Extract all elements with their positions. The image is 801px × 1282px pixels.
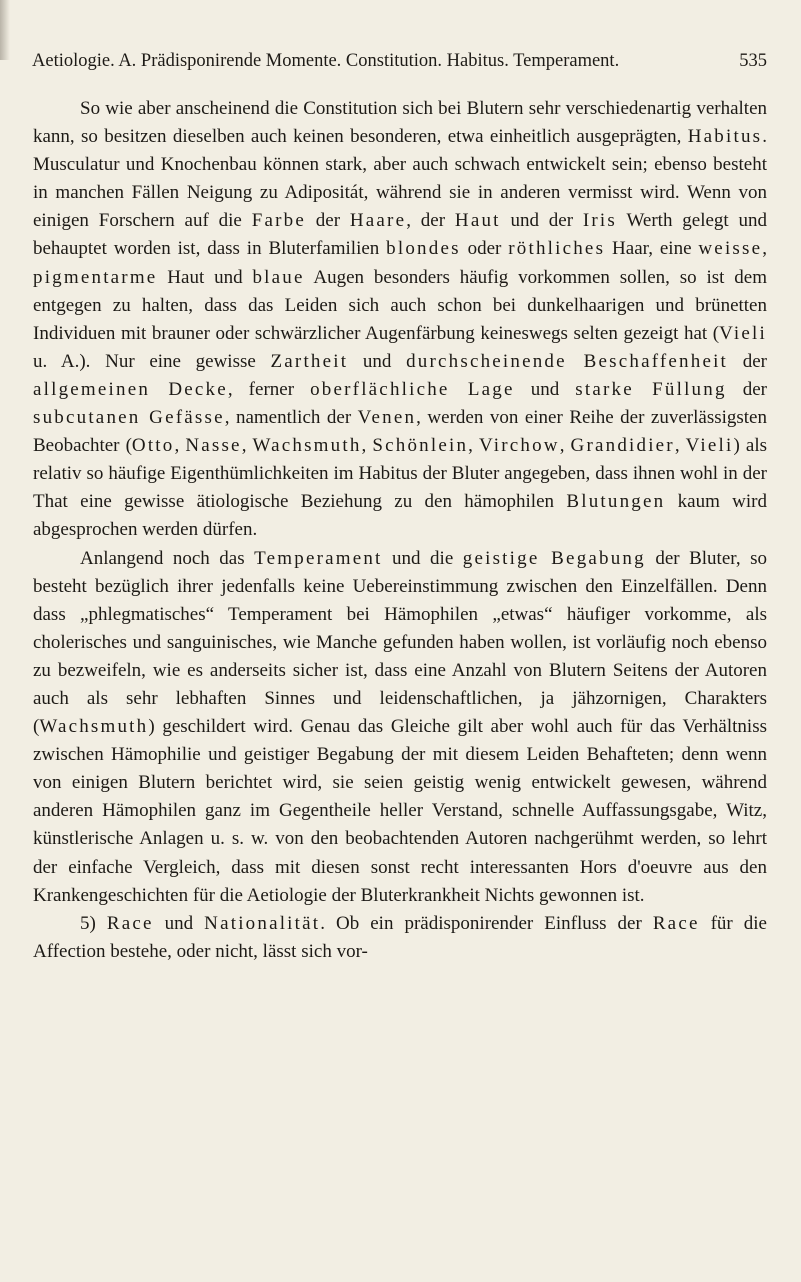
spaced-term: Temperament xyxy=(254,547,383,569)
text-run: , xyxy=(468,435,479,457)
text-run: 5) xyxy=(80,912,107,934)
text-run: Anlangend noch das xyxy=(80,547,255,569)
text-run: und xyxy=(153,912,205,934)
spaced-term: Virchow xyxy=(478,435,560,457)
spaced-term: Habitus xyxy=(687,126,763,148)
text-run: Augen besonders häufig vorkommen sollen, so ist dem entgegen zu halten, dass das Leiden sich auch schon bei dunkelhaarigen und brünetten Individuen mit brauner oder schwärzlicher Augenfärbung keineswegs selten gezeigt hat ( xyxy=(33,266,768,344)
spaced-term: Iris xyxy=(582,210,618,232)
text-run: , xyxy=(174,435,186,457)
paragraph-habitus xyxy=(33,95,767,545)
spaced-term: Otto xyxy=(131,435,175,457)
text-run: , xyxy=(241,435,253,457)
spaced-term: Farbe xyxy=(251,210,306,232)
spaced-term: Race xyxy=(652,912,700,934)
spaced-term: Haut xyxy=(454,210,501,232)
spaced-term: Race xyxy=(106,912,154,934)
spaced-term: Vieli xyxy=(719,322,767,344)
spaced-term: Nationalität xyxy=(204,912,321,934)
text-run: , xyxy=(762,238,767,260)
spaced-term: blaue xyxy=(252,266,305,288)
body-text xyxy=(33,95,767,966)
spaced-term: röthliches xyxy=(508,238,606,260)
spaced-term: blondes xyxy=(386,238,461,260)
page-edge-shadow xyxy=(0,0,10,60)
text-run: , xyxy=(559,435,571,457)
spaced-term: oberflächliche Lage xyxy=(310,378,515,400)
text-run: , xyxy=(361,435,373,457)
spaced-term: Vieli xyxy=(685,435,734,457)
text-run: der xyxy=(305,210,350,232)
text-run: der Bluter, so besteht bezüglich ihrer jedenfalls keine Uebereinstimmung zwischen den Einzelfällen. Denn dass „phlegmatisches“ Temperament bei Hämophilen „etwas“ häufiger vorkomme, als cholerisches und sanguinisches, wie Manche gefunden haben wollen, ist vorläufig noch ebenso zu bezweifeln, wie es anderseits sicher ist, dass eine Anzahl von Blutern Seitens der Autoren auch als sehr lebhaften Sinnes und leidenschaftlichen, ja jähzornigen, Charakters ( xyxy=(33,547,767,738)
text-run: . Ob ein prädisponirender Einfluss der xyxy=(320,912,653,934)
paragraph-temperament xyxy=(33,545,767,910)
spaced-term: subcutanen Gefässe xyxy=(33,407,225,429)
text-run: der xyxy=(728,350,767,372)
text-run: , xyxy=(674,435,686,457)
spaced-term: Haare xyxy=(349,210,407,232)
text-run: der xyxy=(726,378,767,400)
text-run: u. A.). Nur eine gewisse xyxy=(33,350,271,372)
text-run: , ferner xyxy=(227,378,311,400)
spaced-term: Venen xyxy=(357,407,417,429)
text-run: und die xyxy=(382,547,463,569)
spaced-term: Grandidier xyxy=(570,435,675,457)
spaced-term: starke Füllung xyxy=(575,378,727,400)
text-run: und xyxy=(514,378,576,400)
spaced-term: durchscheinende Beschaffenheit xyxy=(406,350,729,372)
text-run: , der xyxy=(406,210,455,232)
spaced-term: Schönlein xyxy=(372,435,469,457)
text-run: So wie aber anscheinend die Constitution sich bei Blutern sehr verschiedenartig verhalten kann, so besitzen dieselben auch keinen besonderen, etwa einheitlich ausgeprägten, xyxy=(33,98,767,148)
text-run: und der xyxy=(500,210,583,232)
paragraph-race xyxy=(33,910,767,966)
spaced-term: pigmentarme xyxy=(33,266,158,288)
spaced-term: Blutungen xyxy=(566,491,666,513)
text-run: . Musculatur und Knochenbau können stark, aber auch schwach entwickelt sein; ebenso besteht in manchen Fällen Neigung zu Adipositát, während sie in anderen vermisst wird. Wenn von einigen Forschern auf die xyxy=(33,126,767,232)
text-run: , werden von einer Reihe der zuverlässigsten Beobachter ( xyxy=(33,407,767,457)
text-run: für die Affection bestehe, oder nicht, lässt sich vor- xyxy=(33,912,767,962)
spaced-term: Nasse xyxy=(185,435,242,457)
text-run: , namentlich der xyxy=(224,407,358,429)
spaced-term: allgemeinen Decke xyxy=(33,378,228,400)
text-run: Werth gelegt und behauptet worden ist, dass in Bluterfamilien xyxy=(33,210,768,260)
text-run: oder xyxy=(460,238,509,260)
text-run: und xyxy=(348,350,407,372)
page-number: 535 xyxy=(739,51,767,71)
spaced-term: Wachsmuth xyxy=(252,435,362,457)
spaced-term: weisse xyxy=(698,238,763,260)
text-run: ) geschildert wird. Genau das Gleiche gilt aber wohl auch für das Verhältniss zwischen Hämophilie und geistiger Begabung der mit diesem Leiden Behafteten; denn wenn von einigen Blutern berichtet wird, sie seien geistig wenig entwickelt gewesen, während anderen Hämophilen ganz im Gegentheile heller Verstand, schnelle Auffassungsgabe, Witz, künstlerische Anlagen u. s. w. von den beobachtenden Autoren nachgerühmt werden, so lehrt der einfache Vergleich, dass mit diesen sonst recht interessanten Hors d'oeuvre aus den Krankengeschichten für die Aetiologie der Bluterkrankheit Nichts gewonnen ist. xyxy=(33,716,767,906)
text-run: kaum wird abgesprochen werden dürfen. xyxy=(33,491,767,541)
spaced-term: geistige Begabung xyxy=(462,547,646,569)
spaced-term: Wachsmuth xyxy=(39,716,149,738)
spaced-term: Zartheit xyxy=(270,350,349,372)
running-head-title: Aetiologie. A. Prädisponirende Momente. Constitution. Habitus. Temperament. xyxy=(32,51,620,71)
text-run: ) als relativ so häufige Eigenthümlichkeiten im Habitus der Bluter angegeben, dass ihnen wohl in der That eine gewisse ätiologische Beziehung zu den hämophilen xyxy=(33,435,768,513)
text-run: Haut und xyxy=(157,266,253,288)
text-run: Haar, eine xyxy=(605,238,699,260)
running-head xyxy=(32,49,767,73)
